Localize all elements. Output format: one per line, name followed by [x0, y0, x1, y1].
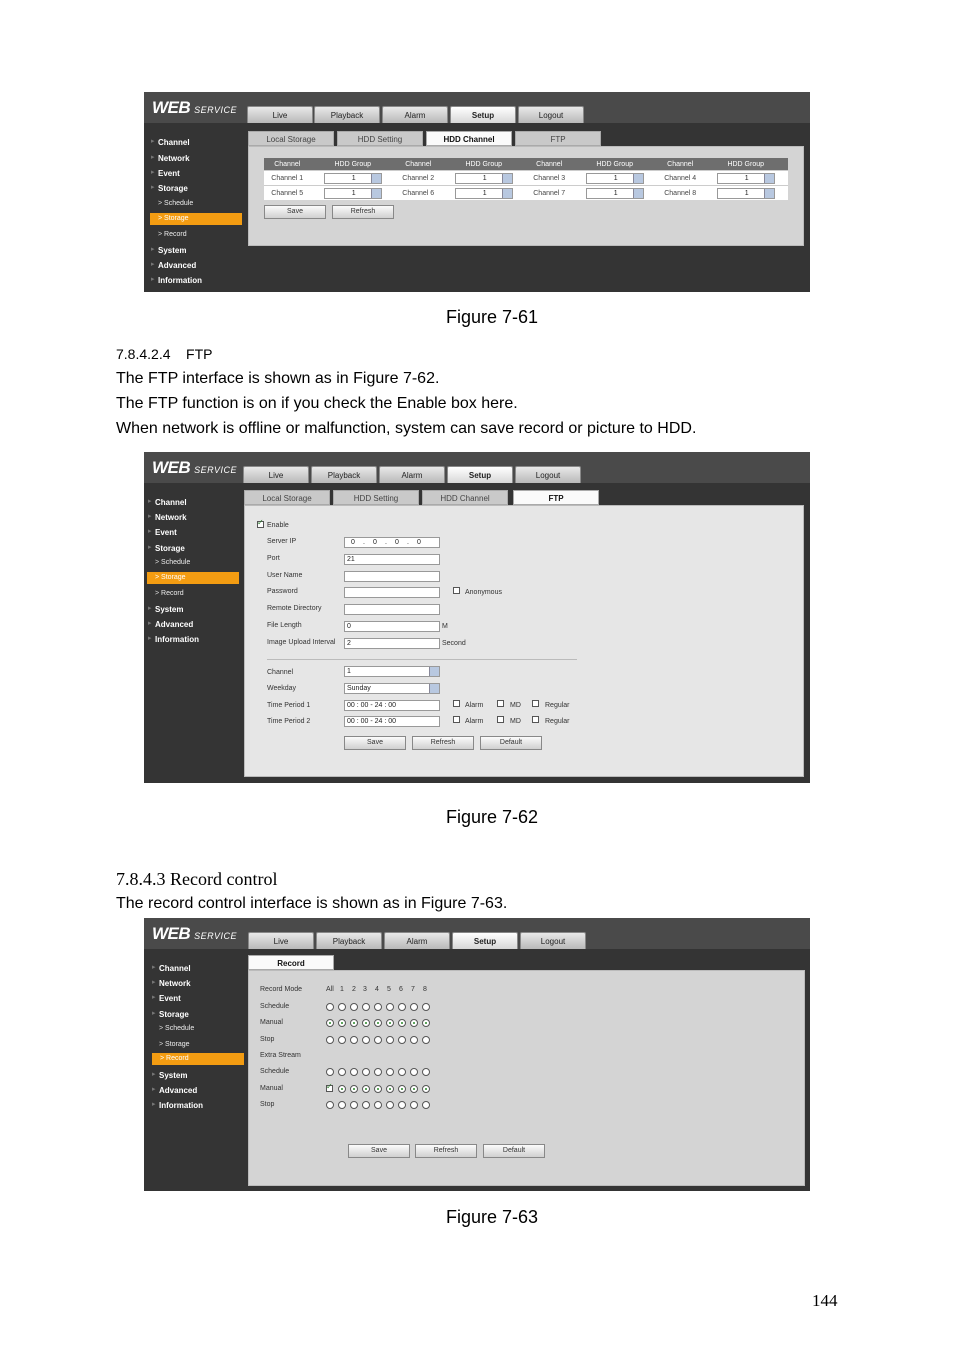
col-5: 5: [387, 986, 391, 993]
sidebar-item-system[interactable]: ▸ System: [159, 1071, 187, 1080]
col-2: 2: [352, 986, 356, 993]
record-mode-radio[interactable]: [326, 1101, 334, 1109]
hdd-group-select-box[interactable]: 1: [717, 188, 775, 199]
tp1-alarm-checkbox[interactable]: [453, 700, 460, 707]
channel-label: Channel 4: [657, 171, 704, 186]
record-mode-radio[interactable]: [422, 1068, 430, 1076]
save-button[interactable]: Save: [348, 1144, 410, 1158]
nav-setup[interactable]: Setup: [452, 932, 518, 949]
col-header: Channel: [395, 158, 442, 171]
enable-label: Enable: [267, 522, 289, 529]
tp1-md-label: MD: [510, 702, 521, 709]
record-mode-radio[interactable]: [362, 1003, 370, 1011]
hdd-group-select[interactable]: [311, 186, 395, 201]
tp2-md-label: MD: [510, 718, 521, 725]
record-mode-radio[interactable]: [398, 1036, 406, 1044]
password-label: Password: [267, 588, 298, 595]
hdd-group-select[interactable]: [572, 186, 656, 201]
sidebar-item-event[interactable]: ▸ Event: [159, 994, 181, 1003]
server-ip-field[interactable]: 0 . 0 . 0 . 0: [344, 537, 440, 548]
hdd-group-select[interactable]: [703, 186, 788, 201]
sidebar-item-information[interactable]: ▸ Information: [155, 635, 199, 644]
hdd-group-select-box[interactable]: 1: [324, 188, 382, 199]
record-mode-radio[interactable]: [338, 1019, 346, 1027]
top-bar: [144, 452, 810, 483]
paragraph: When network is offline or malfunction, system can save record or picture to HDD.: [116, 420, 697, 437]
record-mode-radio[interactable]: [386, 1085, 394, 1093]
record-mode-radio[interactable]: [362, 1019, 370, 1027]
default-button[interactable]: Default: [480, 736, 542, 750]
record-mode-radio[interactable]: [374, 1068, 382, 1076]
user-name-field[interactable]: [344, 571, 440, 582]
record-mode-radio[interactable]: [422, 1085, 430, 1093]
record-mode-radio[interactable]: [338, 1036, 346, 1044]
col-3: 3: [363, 986, 367, 993]
table-row: [264, 186, 788, 201]
record-mode-radio[interactable]: [338, 1003, 346, 1011]
channel-label: Channel 2: [395, 171, 442, 186]
tab-local-storage[interactable]: Local Storage: [248, 131, 334, 146]
nav-setup[interactable]: Setup: [450, 106, 516, 123]
refresh-button[interactable]: Refresh: [332, 205, 394, 219]
record-mode-radio[interactable]: [374, 1036, 382, 1044]
row-schedule-label: Schedule: [260, 1003, 290, 1010]
refresh-button[interactable]: Refresh: [412, 736, 474, 750]
hdd-group-select[interactable]: [311, 171, 395, 186]
record-mode-radio[interactable]: [326, 1036, 334, 1044]
nav-logout[interactable]: Logout: [518, 106, 584, 123]
sidebar-item-information[interactable]: ▸ Information: [158, 276, 202, 285]
nav-logout[interactable]: Logout: [520, 932, 586, 949]
tab-hdd-setting[interactable]: HDD Setting: [333, 490, 419, 505]
save-button[interactable]: Save: [264, 205, 326, 219]
record-mode-radio[interactable]: [362, 1068, 370, 1076]
hdd-group-select-box[interactable]: 1: [717, 173, 775, 184]
record-mode-radio[interactable]: [350, 1085, 358, 1093]
extra-row-schedule-label: Schedule: [260, 1068, 290, 1075]
record-mode-radio[interactable]: [326, 1019, 334, 1027]
record-mode-radio[interactable]: [362, 1085, 370, 1093]
hdd-group-select-box[interactable]: 1: [455, 188, 513, 199]
record-mode-radio[interactable]: [398, 1003, 406, 1011]
record-mode-radio[interactable]: [398, 1068, 406, 1076]
col-8: 8: [423, 986, 427, 993]
tp2-md-checkbox[interactable]: [497, 716, 504, 723]
record-mode-radio[interactable]: [422, 1101, 430, 1109]
port-label: Port: [267, 555, 280, 562]
sidebar-item-event[interactable]: ▸ Event: [158, 169, 180, 178]
upload-interval-field[interactable]: 2: [344, 638, 440, 649]
anonymous-checkbox[interactable]: [453, 587, 460, 594]
top-bar: [144, 92, 810, 123]
channel-label: Channel 6: [395, 186, 442, 201]
divider: [267, 659, 577, 660]
sidebar-item-network[interactable]: ▸ Network: [155, 513, 187, 522]
record-mode-radio[interactable]: [374, 1085, 382, 1093]
nav-playback[interactable]: Playback: [314, 106, 380, 123]
record-mode-radio[interactable]: [350, 1019, 358, 1027]
hdd-channel-table: [264, 158, 788, 200]
record-mode-radio[interactable]: [410, 1019, 418, 1027]
record-mode-radio[interactable]: [422, 1036, 430, 1044]
paragraph: The FTP interface is shown as in Figure 7-62.: [116, 370, 440, 387]
channel-label: Channel 5: [264, 186, 311, 201]
refresh-button[interactable]: Refresh: [415, 1144, 477, 1158]
hdd-group-select-box[interactable]: 1: [586, 173, 644, 184]
tab-hdd-channel[interactable]: HDD Channel: [426, 131, 512, 146]
channel-label: Channel 7: [526, 186, 573, 201]
nav-alarm[interactable]: Alarm: [384, 932, 450, 949]
paragraph: The FTP function is on if you check the Enable box here.: [116, 395, 518, 412]
col-header: Channel: [526, 158, 573, 171]
sidebar-item-storage[interactable]: ▸ Storage: [155, 544, 185, 553]
sidebar-item-network[interactable]: ▸ Network: [158, 154, 190, 163]
time-period-2-field[interactable]: 00 : 00 - 24 : 00: [344, 716, 440, 727]
channel-label: Channel: [267, 669, 294, 676]
sidebar-sub-storage[interactable]: > Storage: [159, 1041, 190, 1048]
record-mode-radio[interactable]: [374, 1019, 382, 1027]
section-heading: 7.8.4.3 Record control: [116, 869, 278, 889]
record-mode-radio[interactable]: [374, 1101, 382, 1109]
channel-select[interactable]: 1: [344, 666, 440, 677]
sidebar-sub-storage[interactable]: > Storage: [150, 213, 242, 225]
sidebar-item-channel[interactable]: ▸ Channel: [158, 138, 190, 147]
paragraph: The record control interface is shown as in Figure 7-63.: [116, 895, 508, 912]
col-header: Channel: [264, 158, 311, 171]
col-6: 6: [399, 986, 403, 993]
server-ip-label: Server IP: [267, 538, 297, 545]
time-period-2-label: Time Period 2: [267, 718, 311, 725]
sidebar-sub-schedule[interactable]: > Schedule: [155, 559, 190, 566]
default-button[interactable]: Default: [483, 1144, 545, 1158]
record-mode-radio[interactable]: [326, 1085, 333, 1092]
nav-playback[interactable]: Playback: [316, 932, 382, 949]
hdd-group-select-box[interactable]: 1: [455, 173, 513, 184]
record-mode-radio[interactable]: [398, 1085, 406, 1093]
record-mode-label: Record Mode: [260, 986, 303, 993]
sidebar-item-system[interactable]: ▸ System: [155, 605, 183, 614]
nav-logout[interactable]: Logout: [515, 466, 581, 483]
anonymous-label: Anonymous: [465, 589, 502, 596]
figure-7-63-screenshot: [144, 918, 810, 1191]
tab-local-storage[interactable]: Local Storage: [244, 490, 330, 505]
nav-live[interactable]: Live: [247, 106, 313, 123]
record-mode-radio[interactable]: [362, 1036, 370, 1044]
record-mode-radio[interactable]: [398, 1019, 406, 1027]
tab-hdd-setting[interactable]: HDD Setting: [337, 131, 423, 146]
sidebar-item-information[interactable]: ▸ Information: [159, 1101, 203, 1110]
col-header: HDD Group: [311, 158, 395, 171]
col-header: HDD Group: [572, 158, 656, 171]
tp2-regular-checkbox[interactable]: [532, 716, 539, 723]
record-mode-radio[interactable]: [338, 1085, 346, 1093]
upload-interval-unit: Second: [442, 640, 466, 647]
record-mode-radio[interactable]: [338, 1101, 346, 1109]
sidebar-item-advanced[interactable]: ▸ Advanced: [158, 261, 196, 270]
record-mode-radio[interactable]: [422, 1019, 430, 1027]
remote-directory-field[interactable]: [344, 604, 440, 615]
record-mode-radio[interactable]: [350, 1068, 358, 1076]
channel-label: Channel 8: [657, 186, 704, 201]
extra-stream-label: Extra Stream: [260, 1052, 301, 1059]
figure-7-62-screenshot: [144, 452, 810, 783]
time-period-1-label: Time Period 1: [267, 702, 311, 709]
nav-live[interactable]: Live: [248, 932, 314, 949]
col-1: 1: [340, 986, 344, 993]
record-mode-radio[interactable]: [350, 1101, 358, 1109]
top-bar: [144, 918, 810, 949]
logo: WEB SERVICE: [152, 458, 238, 477]
record-mode-radio[interactable]: [350, 1003, 358, 1011]
file-length-unit: M: [442, 623, 448, 630]
figure-caption: Figure 7-63: [445, 1207, 539, 1227]
sidebar-sub-schedule[interactable]: > Schedule: [158, 200, 193, 207]
record-mode-radio[interactable]: [410, 1068, 418, 1076]
record-mode-radio[interactable]: [410, 1085, 418, 1093]
sidebar-sub-schedule[interactable]: > Schedule: [159, 1025, 194, 1032]
record-mode-radio[interactable]: [338, 1068, 346, 1076]
sidebar-sub-record[interactable]: > Record: [158, 231, 187, 238]
tab-ftp[interactable]: FTP: [513, 490, 599, 505]
section-heading: 7.8.4.2.4 FTP: [116, 346, 213, 362]
record-mode-radio[interactable]: [326, 1068, 334, 1076]
tp1-md-checkbox[interactable]: [497, 700, 504, 707]
tab-hdd-channel[interactable]: HDD Channel: [422, 490, 508, 505]
figure-caption: Figure 7-62: [445, 807, 539, 827]
logo: WEB SERVICE: [152, 98, 238, 117]
record-mode-radio[interactable]: [326, 1003, 334, 1011]
nav-live[interactable]: Live: [243, 466, 309, 483]
table-row: [264, 171, 788, 186]
figure-7-61-screenshot: [144, 92, 810, 292]
col-4: 4: [375, 986, 379, 993]
record-mode-radio[interactable]: [350, 1036, 358, 1044]
row-stop-label: Stop: [260, 1036, 275, 1043]
col-header: HDD Group: [703, 158, 788, 171]
sidebar-sub-storage[interactable]: > Storage: [147, 572, 239, 584]
sidebar-item-channel[interactable]: ▸ Channel: [155, 498, 187, 507]
record-mode-radio[interactable]: [386, 1003, 394, 1011]
weekday-label: Weekday: [267, 685, 297, 692]
record-mode-radio[interactable]: [386, 1101, 394, 1109]
hdd-group-select[interactable]: [441, 186, 525, 201]
tp1-alarm-label: Alarm: [465, 702, 484, 709]
sidebar-sub-record[interactable]: > Record: [155, 590, 184, 597]
file-length-field[interactable]: 0: [344, 621, 440, 632]
tp2-alarm-label: Alarm: [465, 718, 484, 725]
nav-playback[interactable]: Playback: [311, 466, 377, 483]
weekday-select[interactable]: Sunday: [344, 683, 440, 694]
record-mode-radio[interactable]: [374, 1003, 382, 1011]
file-length-label: File Length: [267, 622, 302, 629]
col-7: 7: [411, 986, 415, 993]
hdd-group-select-box[interactable]: 1: [586, 188, 644, 199]
hdd-group-select[interactable]: [703, 171, 788, 186]
record-mode-radio[interactable]: [362, 1101, 370, 1109]
nav-setup[interactable]: Setup: [447, 466, 513, 483]
col-header: Channel: [657, 158, 704, 171]
user-name-label: User Name: [267, 572, 303, 579]
row-manual-label: Manual: [260, 1019, 283, 1026]
password-field[interactable]: [344, 587, 440, 598]
nav-alarm[interactable]: Alarm: [382, 106, 448, 123]
hdd-group-select-box[interactable]: 1: [324, 173, 382, 184]
sidebar-sub-record[interactable]: > Record: [152, 1053, 244, 1065]
record-mode-radio[interactable]: [410, 1036, 418, 1044]
sidebar-item-channel[interactable]: ▸ Channel: [159, 964, 191, 973]
tp2-alarm-checkbox[interactable]: [453, 716, 460, 723]
sidebar-item-storage[interactable]: ▸ Storage: [158, 184, 188, 193]
record-mode-radio[interactable]: [422, 1003, 430, 1011]
record-mode-radio[interactable]: [386, 1068, 394, 1076]
sidebar-item-storage[interactable]: ▸ Storage: [159, 1010, 189, 1019]
figure-caption: Figure 7-61: [445, 307, 539, 327]
page-number: 144: [812, 1291, 838, 1310]
nav-alarm[interactable]: Alarm: [379, 466, 445, 483]
record-mode-radio[interactable]: [410, 1003, 418, 1011]
logo: WEB SERVICE: [152, 924, 238, 943]
save-button[interactable]: Save: [344, 736, 406, 750]
extra-row-manual-label: Manual: [260, 1085, 283, 1092]
port-field[interactable]: 21: [344, 554, 440, 565]
record-mode-radio[interactable]: [386, 1019, 394, 1027]
tab-record[interactable]: Record: [248, 955, 334, 970]
channel-label: Channel 3: [526, 171, 573, 186]
col-header: HDD Group: [441, 158, 525, 171]
record-mode-radio[interactable]: [386, 1036, 394, 1044]
extra-row-stop-label: Stop: [260, 1101, 275, 1108]
sidebar-item-event[interactable]: ▸ Event: [155, 528, 177, 537]
hdd-group-select[interactable]: [441, 171, 525, 186]
sidebar-item-advanced[interactable]: ▸ Advanced: [155, 620, 193, 629]
tp1-regular-label: Regular: [545, 702, 570, 709]
hdd-group-select[interactable]: [572, 171, 656, 186]
record-mode-radio[interactable]: [410, 1101, 418, 1109]
col-all: All: [326, 986, 334, 993]
sidebar-item-advanced[interactable]: ▸ Advanced: [159, 1086, 197, 1095]
record-mode-radio[interactable]: [398, 1101, 406, 1109]
channel-label: Channel 1: [264, 171, 311, 186]
enable-checkbox[interactable]: [257, 521, 264, 528]
remote-directory-label: Remote Directory: [267, 605, 322, 612]
tab-ftp[interactable]: FTP: [515, 131, 601, 146]
sidebar-item-network[interactable]: ▸ Network: [159, 979, 191, 988]
tp2-regular-label: Regular: [545, 718, 570, 725]
sidebar-item-system[interactable]: ▸ System: [158, 246, 186, 255]
time-period-1-field[interactable]: 00 : 00 - 24 : 00: [344, 700, 440, 711]
upload-interval-label: Image Upload Interval: [267, 639, 336, 646]
tp1-regular-checkbox[interactable]: [532, 700, 539, 707]
